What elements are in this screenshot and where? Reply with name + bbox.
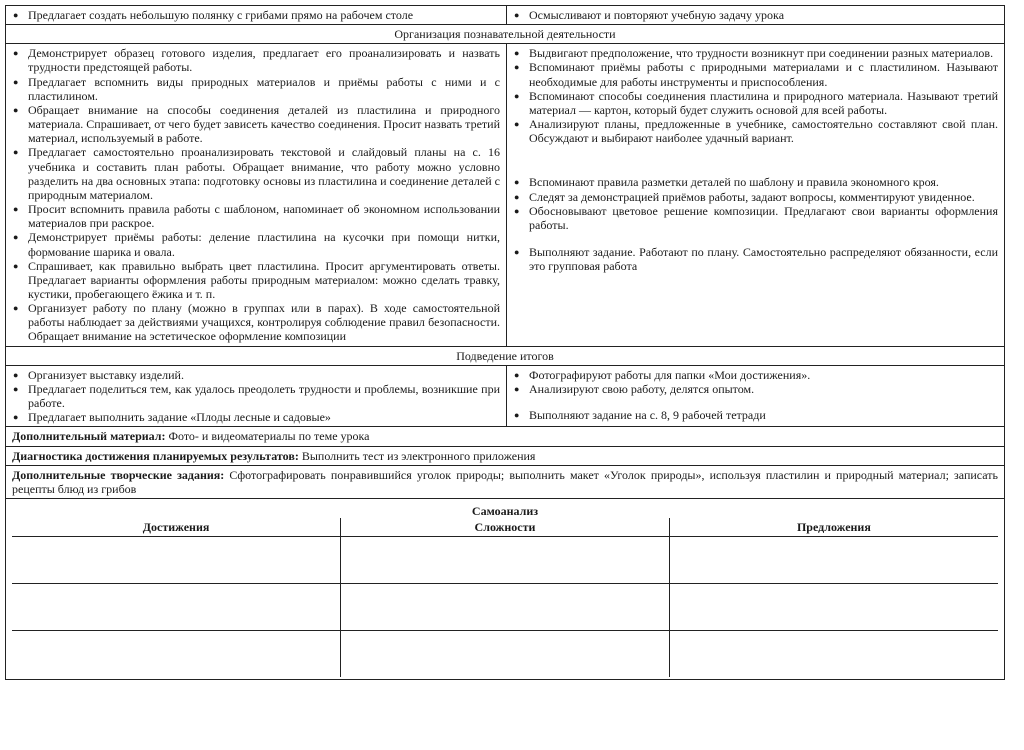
self-analysis-section — [6, 499, 1005, 680]
list-item: ● Выполняют задание на с. 8, 9 рабочей тетради — [513, 408, 998, 422]
list-item: ● Выполняют задание. Работают по плану. Самостоятельно распределяют обязанности, если это групповая работа — [513, 245, 998, 273]
creative-tasks-row — [6, 465, 1005, 498]
list-item: ● Обращает внимание на способы соединения деталей из пластилина и природного материала. Спрашивает, от чего будет зависеть качество соединения. Просит назвать третий материал, используемый в работе. — [12, 103, 500, 145]
list-item: ● Организует работу по плану (можно в группах или в парах). В ходе самостоятельной работы наблюдает за действиями учащихся, контролируя соблюдение правил безопасности. Обращает внимание на эстетическое оформление композиции — [12, 301, 500, 343]
teacher-cell — [6, 44, 507, 346]
empty-cell — [669, 537, 998, 584]
extra-material-label: Дополнительный материал: — [12, 429, 166, 444]
empty-cell — [12, 584, 341, 631]
list-item: ● Выдвигают предположение, что трудности возникнут при соединении разных материалов. — [513, 46, 998, 60]
self-analysis-table — [12, 518, 998, 677]
column-header-proposals: Предложения — [669, 518, 998, 537]
empty-cell — [12, 631, 341, 678]
empty-cell — [341, 537, 670, 584]
cognitive-row — [6, 44, 1005, 346]
list-item: ● Вспоминают приёмы работы с природными материалами и с пластилином. Называют необходимые для работы инструменты и приспособления. — [513, 60, 998, 88]
diagnostics-text: Выполнить тест из электронного приложения — [298, 448, 536, 463]
list-item: ● Предлагает самостоятельно проанализировать текстовой и слайдовый планы на с. 16 учебника и составить план работы. Обращает внимание, что работу можно условно разделить на два основных этапа: подготовку основы из пластилина и соединение деталей с природным материалом. — [12, 145, 500, 202]
teacher-cell — [6, 6, 507, 25]
extra-material-row — [6, 427, 1005, 446]
list-item: ● Анализируют свою работу, делятся опытом. — [513, 382, 998, 396]
intro-row — [6, 6, 1005, 25]
section-title-summary: Подведение итогов — [6, 346, 1005, 365]
diagnostics-row — [6, 446, 1005, 465]
list-item: ● Фотографируют работы для папки «Мои достижения». — [513, 368, 998, 382]
section-title-cognitive: Организация познавательной деятельности — [6, 25, 1005, 44]
table-row — [12, 631, 998, 678]
self-analysis-title: Самоанализ — [471, 504, 539, 518]
list-item: ● Просит вспомнить правила работы с шаблоном, напоминает об экономном использовании материалов при раскрое. — [12, 202, 500, 230]
creative-tasks-label: Дополнительные творческие задания: — [12, 467, 225, 482]
creative-tasks-text: Сфотографировать понравившийся уголок природы; выполнить макет «Уголок природы», используя пластилин и природный материал; записать рецепты блюд из грибов — [12, 467, 998, 496]
list-item: ● Обосновывают цветовое решение композиции. Предлагают свои варианты оформления работы. — [513, 204, 998, 232]
students-cell — [507, 6, 1005, 25]
students-cell — [507, 44, 1005, 346]
empty-cell — [669, 631, 998, 678]
list-item: ● Предлагает вспомнить виды природных материалов и приёмы работы с ними и с пластилином. — [12, 75, 500, 103]
empty-cell — [669, 584, 998, 631]
column-header-achievements: Достижения — [12, 518, 341, 537]
empty-cell — [341, 631, 670, 678]
table-row — [12, 584, 998, 631]
empty-cell — [341, 584, 670, 631]
list-item: ● Спрашивает, как правильно выбрать цвет пластилина. Просит аргументировать ответы. Предлагает варианты оформления работы природным материалом: можно сделать травку, кустики, пробегающего ёжика и т. п. — [12, 259, 500, 301]
list-item: ● Предлагает выполнить задание «Плоды лесные и садовые» — [12, 410, 500, 424]
students-cell — [507, 365, 1005, 427]
list-item: ● Вспоминают правила разметки деталей по шаблону и правила экономного кроя. — [513, 175, 998, 189]
list-item: ● Организует выставку изделий. — [12, 368, 500, 382]
summary-row — [6, 365, 1005, 427]
list-item: ● Осмысливают и повторяют учебную задачу урока — [513, 8, 998, 22]
diagnostics-label: Диагностика достижения планируемых результатов: — [12, 448, 299, 463]
list-item: ● Предлагает поделиться тем, как удалось преодолеть трудности и проблемы, возникшие при работе. — [12, 382, 500, 410]
list-item: ● Предлагает создать небольшую полянку с грибами прямо на рабочем столе — [12, 8, 500, 22]
lesson-plan-table — [5, 5, 1005, 680]
list-item: ● Анализируют планы, предложенные в учебнике, самостоятельно составляют свой план. Обсуждают и выбирают наиболее удачный вариант. — [513, 117, 998, 145]
extra-material-text: Фото- и видеоматериалы по теме урока — [165, 429, 370, 444]
table-row — [12, 537, 998, 584]
list-item: ● Демонстрирует образец готового изделия, предлагает его проанализировать и назвать трудности предстоящей работы. — [12, 46, 500, 74]
list-item: ● Следят за демонстрацией приёмов работы, задают вопросы, комментируют увиденное. — [513, 190, 998, 204]
teacher-cell — [6, 365, 507, 427]
list-item: ● Вспоминают способы соединения пластилина и природного материала. Называют третий материал — картон, который будет служить основой для всей работы. — [513, 89, 998, 117]
list-item: ● Демонстрирует приёмы работы: деление пластилина на кусочки при помощи нитки, формование шарика и овала. — [12, 230, 500, 258]
column-header-difficulties: Сложности — [341, 518, 670, 537]
empty-cell — [12, 537, 341, 584]
